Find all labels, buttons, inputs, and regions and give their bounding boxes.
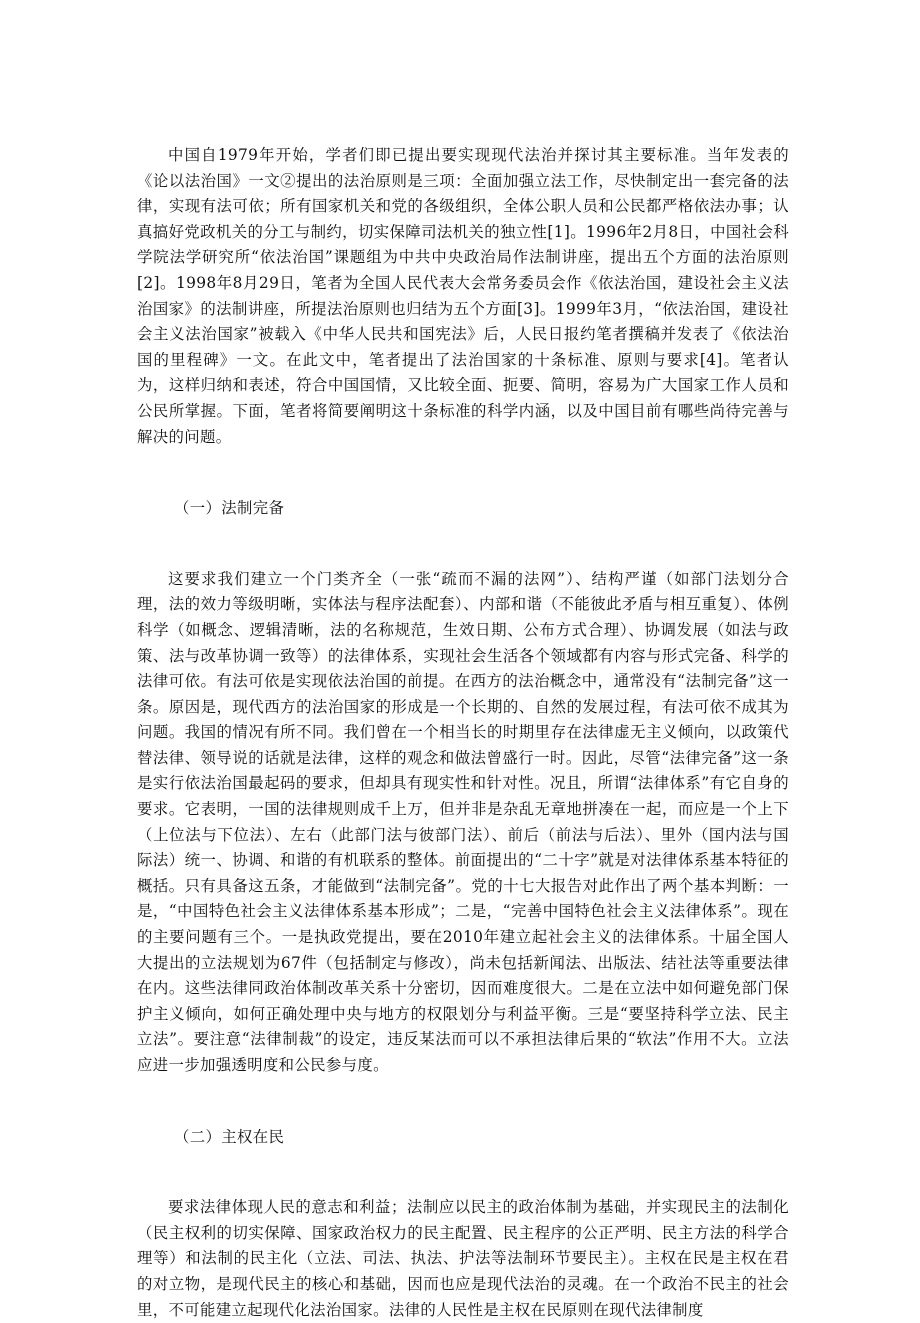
spacer bbox=[137, 522, 789, 567]
section-heading-2: （二）主权在民 bbox=[174, 1127, 285, 1146]
section-heading-1: （一）法制完备 bbox=[174, 499, 285, 518]
spacer bbox=[137, 450, 789, 496]
spacer bbox=[137, 1150, 789, 1195]
spacer bbox=[137, 1079, 789, 1125]
document-body bbox=[137, 143, 789, 1323]
section-2-paragraph: 要求法律体现人民的意志和利益；法制应以民主的政治体制为基础，并实现民主的法制化（民主权利的切实保障、国家政治权力的民主配置、民主程序的公正严明、民主方法的科学合理等）和法制的民主化（立法、司法、执法、护法等法制环节要民主）。主权在民是主权在君的对立物，是现代民主的核心和基础，因而也应是现代法治的灵魂。在一个政治不民主的社会里，不可能建立起现代化法治国家。法律的人民性是主权在民原则在现代法律制度 bbox=[137, 1198, 789, 1319]
section-1-paragraph: 这要求我们建立一个门类齐全（一张“疏而不漏的法网”）、结构严谨（如部门法划分合理，法的效力等级明晰，实体法与程序法配套）、内部和谐（不能彼此矛盾与相互重复）、体例科学（如概念、逻辑清晰，法的名称规范，生效日期、公布方式合理）、协调发展（如法与政策、法与改革协调一致等）的法律体系，实现社会生活各个领域都有内容与形式完备、科学的法律可依。有法可依是实现依法治国的前提。在西方的法治概念中，通常没有“法制完备”这一条。原因是，现代西方的法治国家的形成是一个长期的、自然的发展过程，有法可依不成其为问题。我国的情况有所不同。我们曾在一个相当长的时期里存在法律虚无主义倾向，以政策代替法律、领导说的话就是法律，这样的观念和做法曾盛行一时。因此，尽管“法律完备”这一条是实行依法治国最起码的要求，但却具有现实性和针对性。况且，所谓“法律体系”有它自身的要求。它表明，一国的法律规则成千上万，但并非是杂乱无章地拼凑在一起，而应是一个上下（上位法与下位法）、左右（此部门法与彼部门法）、前后（前法与后法）、里外（国内法与国际法）统一、协调、和谐的有机联系的整体。前面提出的“二十字”就是对法律体系基本特征的概括。只有具备这五条，才能做到“法制完备”。党的十七大报告对此作出了两个基本判断：一是，“中国特色社会主义法律体系基本形成”；二是，“完善中国特色社会主义法律体系”。现在的主要问题有三个。一是执政党提出，要在2010年建立起社会主义的法律体系。十届全国人大提出的立法规划为67件（包括制定与修改），尚未包括新闻法、出版法、结社法等重要法律在内。这些法律同政治体制改革关系十分密切，因而难度很大。二是在立法中如何避免部门保护主义倾向，如何正确处理中央与地方的权限划分与利益平衡。三是“要坚持科学立法、民主立法”。要注意“法律制裁”的设定，违反某法而可以不承担法律后果的“软法”作用不大。立法应进一步加强透明度和公民参与度。 bbox=[137, 569, 789, 1074]
intro-paragraph: 中国自1979年开始，学者们即已提出要实现现代法治并探讨其主要标准。当年发表的《论以法治国》一文②提出的法治原则是三项：全面加强立法工作，尽快制定出一套完备的法律，实现有法可依；所有国家机关和党的各级组织，全体公职人员和公民都严格依法办事；认真搞好党政机关的分工与制约，切实保障司法机关的独立性[1]。1996年2月8日，中国社会科学院法学研究所“依法治国”课题组为中共中央政治局作法制讲座，提出五个方面的法治原则[2]。1998年8月29日，笔者为全国人民代表大会常务委员会作《依法治国，建设社会主义法治国家》的法制讲座，所提法治原则也归结为五个方面[3]。1999年3月，“依法治国，建设社会主义法治国家”被载入《中华人民共和国宪法》后，人民日报约笔者撰稿并发表了《依法治国的里程碑》一文。在此文中，笔者提出了法治国家的十条标准、原则与要求[4]。笔者认为，这样归纳和表述，符合中国国情，又比较全面、扼要、简明，容易为广大国家工作人员和公民所掌握。下面，笔者将简要阐明这十条标准的科学内涵，以及中国目前有哪些尚待完善与解决的问题。 bbox=[137, 146, 789, 446]
